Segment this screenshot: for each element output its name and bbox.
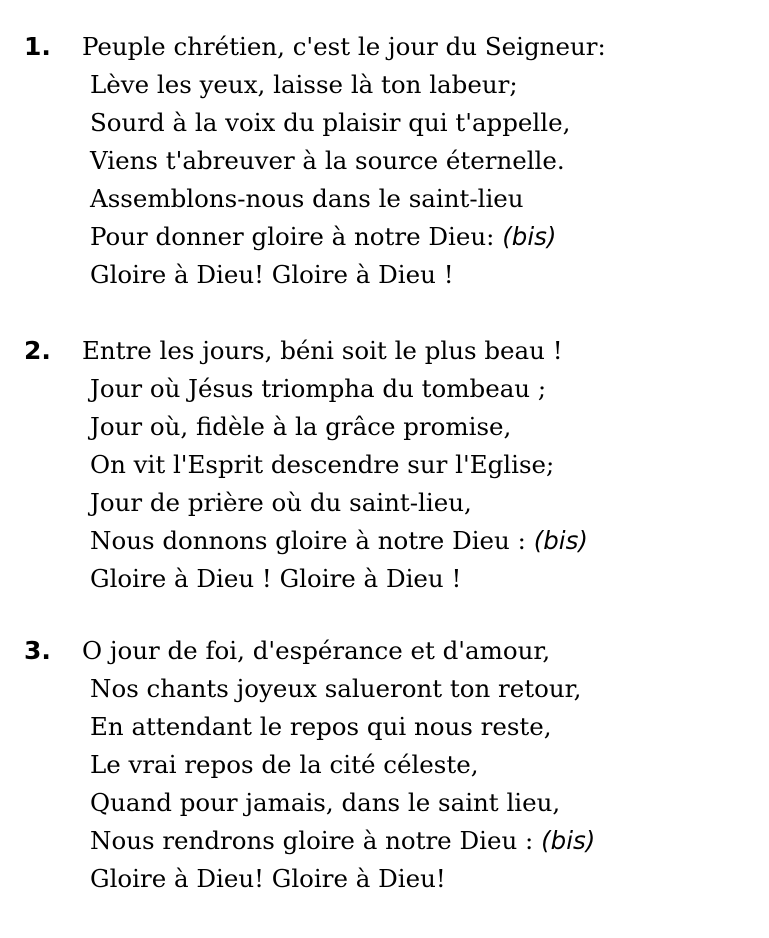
verse-line: Entre les jours, béni soit le plus beau ! <box>82 336 563 365</box>
verse-line: Jour où Jésus triompha du tombeau ; <box>90 374 547 403</box>
verse-line-with-bis <box>90 822 595 860</box>
verse-line-with-bis <box>90 522 588 560</box>
verse-line-with-bis <box>90 218 556 256</box>
verse-line: Nos chants joyeux salueront ton retour, <box>90 674 582 703</box>
verse-line: Lève les yeux, laisse là ton labeur; <box>90 70 518 99</box>
verse-line: Jour de prière où du saint-lieu, <box>90 488 472 517</box>
verse-line: Peuple chrétien, c'est le jour du Seigneur: <box>82 32 606 61</box>
verse-line: Sourd à la voix du plaisir qui t'appelle, <box>90 108 571 137</box>
verse-line: Jour où, fidèle à la grâce promise, <box>90 412 512 441</box>
verse-line-text: Nous rendrons gloire à notre Dieu : <box>90 826 534 855</box>
verse-line: En attendant le repos qui nous reste, <box>90 712 552 741</box>
verse-line: Le vrai repos de la cité céleste, <box>90 750 479 779</box>
bis-marker: (bis) <box>502 222 557 251</box>
verse-line-text: Pour donner gloire à notre Dieu: <box>90 222 495 251</box>
verse-line: Viens t'abreuver à la source éternelle. <box>90 146 565 175</box>
verse-line: Assemblons-nous dans le saint-lieu <box>90 184 524 213</box>
verse-line: On vit l'Esprit descendre sur l'Eglise; <box>90 450 555 479</box>
verse-line: Gloire à Dieu ! Gloire à Dieu ! <box>90 564 462 593</box>
verse-number: 3. <box>24 636 51 665</box>
bis-marker: (bis) <box>533 526 588 555</box>
bis-marker: (bis) <box>541 826 596 855</box>
verse-line: O jour de foi, d'espérance et d'amour, <box>82 636 551 665</box>
verse-line: Gloire à Dieu! Gloire à Dieu ! <box>90 260 454 289</box>
verse-line: Quand pour jamais, dans le saint lieu, <box>90 788 561 817</box>
verse-number: 1. <box>24 32 51 61</box>
verse-line: Gloire à Dieu! Gloire à Dieu! <box>90 864 446 893</box>
verse-number: 2. <box>24 336 51 365</box>
verse-line-text: Nous donnons gloire à notre Dieu : <box>90 526 526 555</box>
